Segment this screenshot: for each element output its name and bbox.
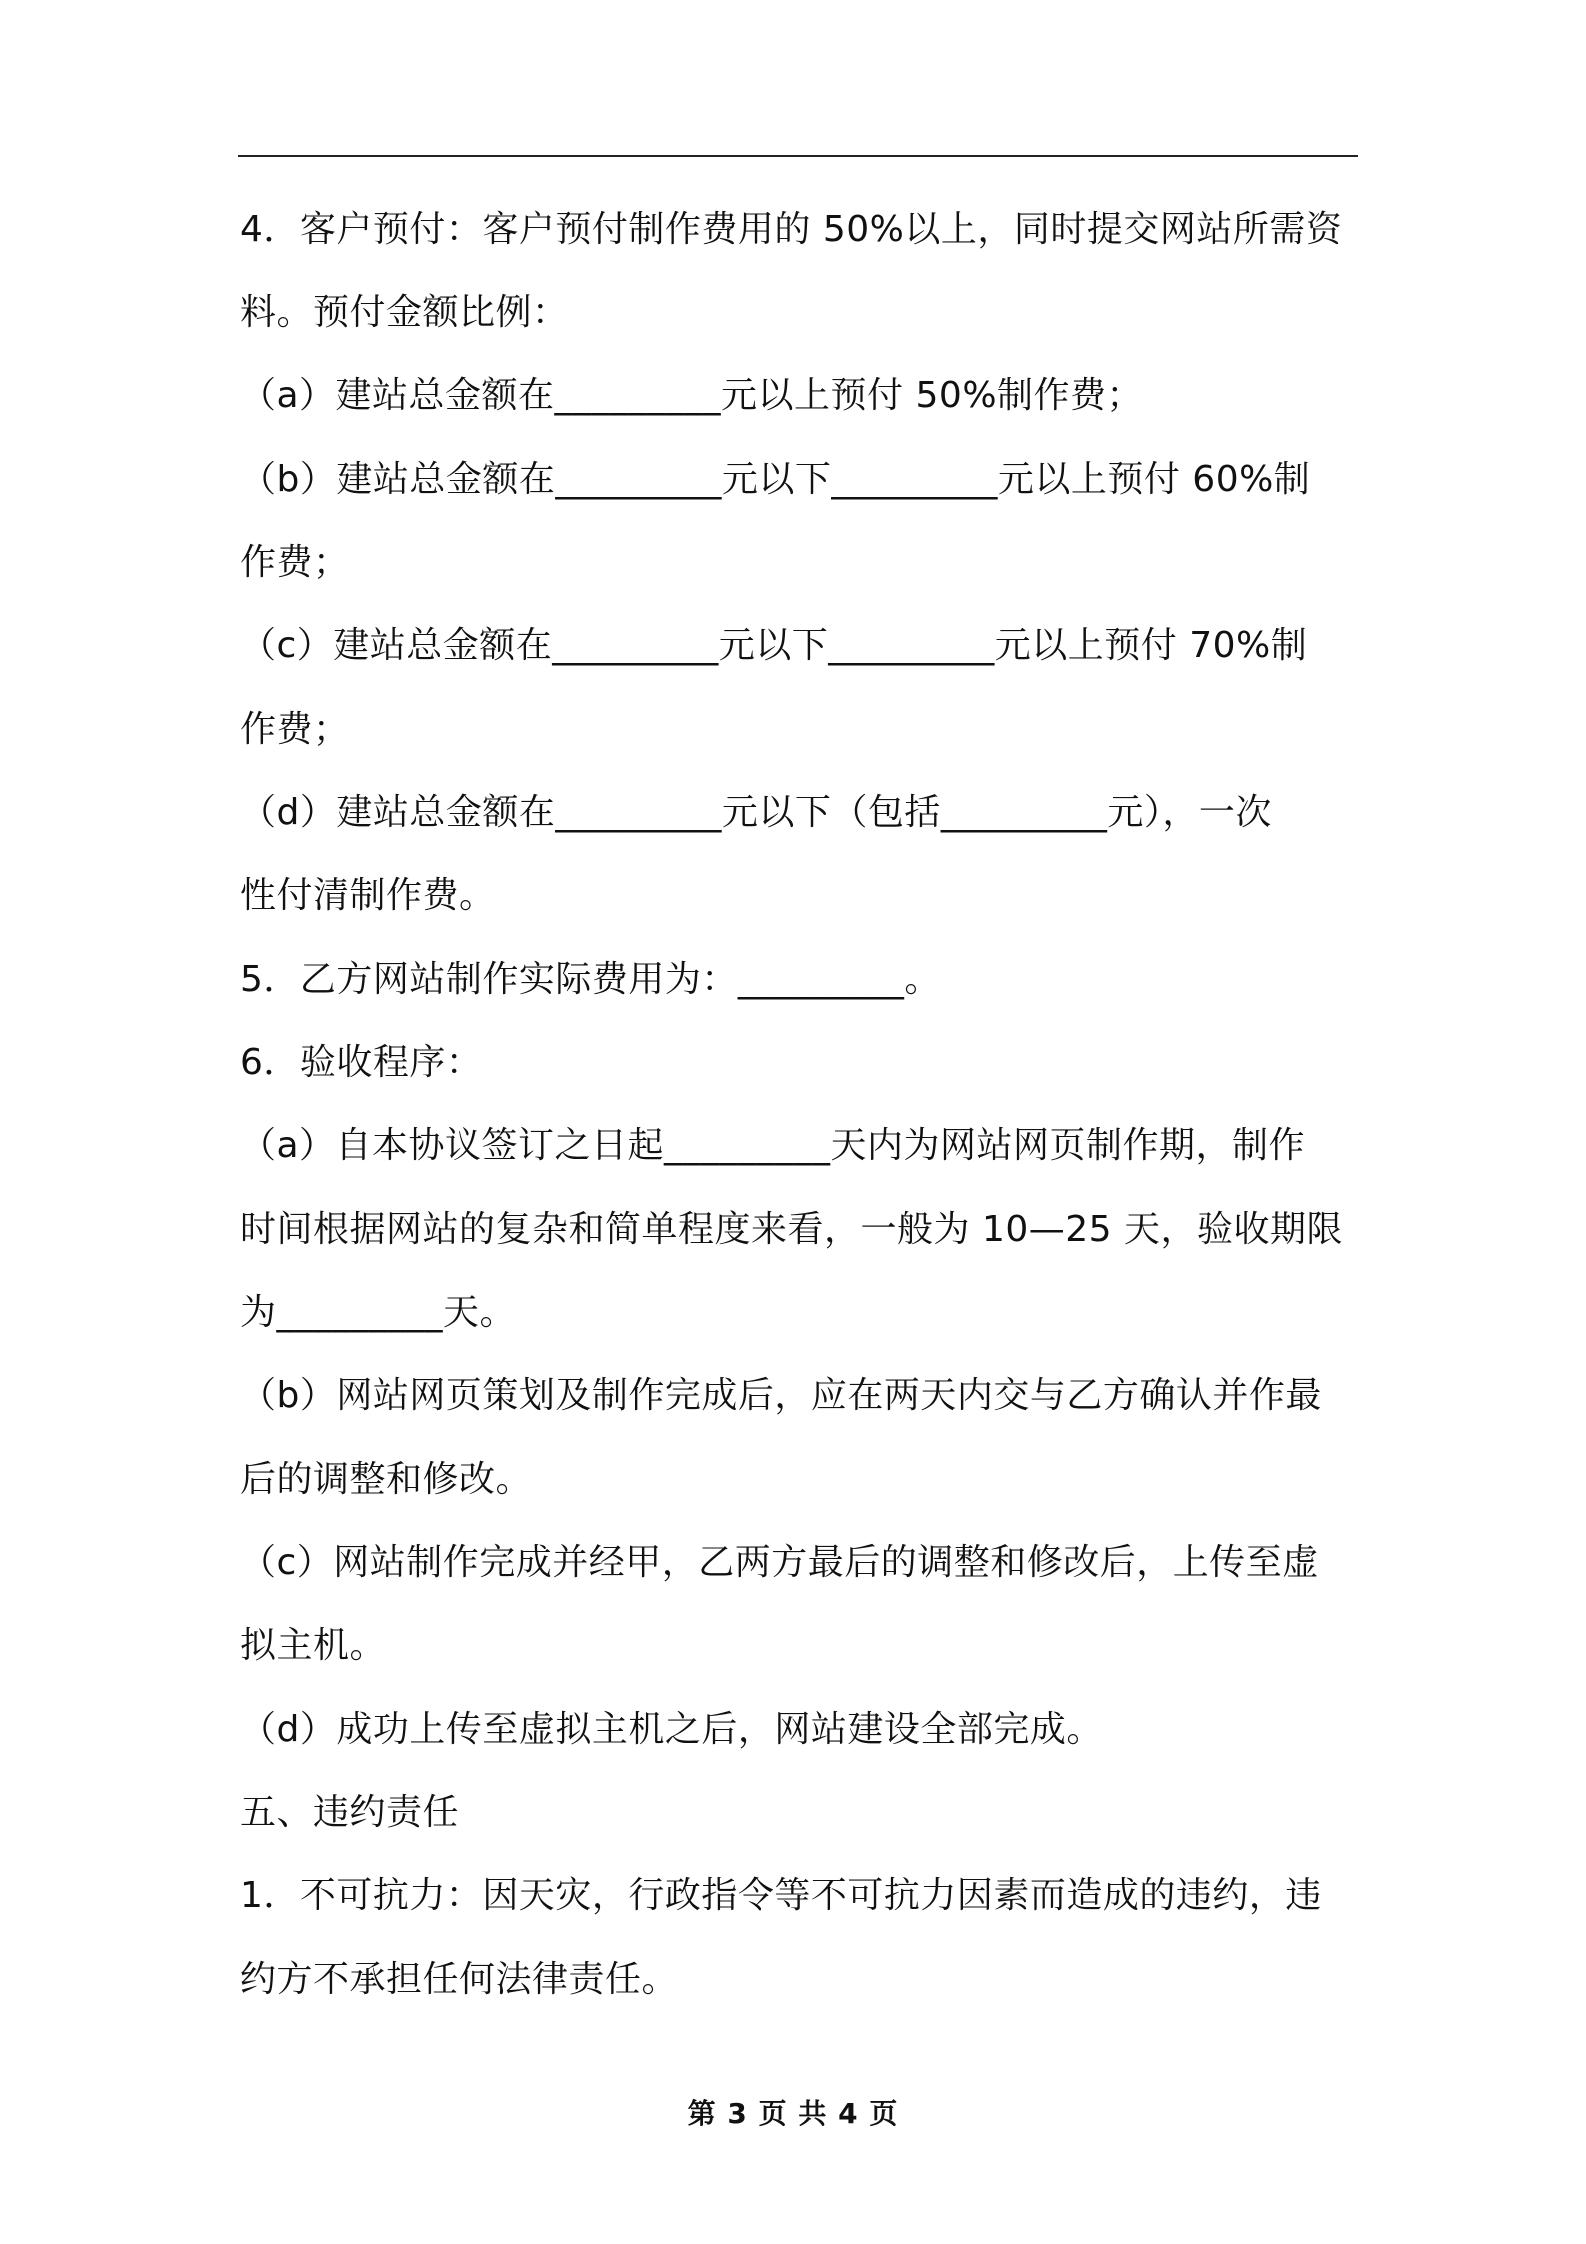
paragraph-line: （b）建站总金额在_________元以下_________元以上预付 60%制 [240,459,1311,500]
paragraph-line: 拟主机。 [240,1625,387,1666]
paragraph-line: 5．乙方网站制作实际费用为：_________。 [240,959,941,1000]
paragraph-line: （b）网站网页策划及制作完成后，应在两天内交与乙方确认并作最 [240,1375,1322,1416]
paragraph-line: 作费； [240,542,350,583]
paragraph-line: 时间根据网站的复杂和简单程度来看，一般为 10—25 天，验收期限 [240,1209,1344,1250]
paragraph-line: 4．客户预付：客户预付制作费用的 50%以上，同时提交网站所需资 [240,209,1343,250]
paragraph-line: （a）建站总金额在_________元以上预付 50%制作费； [240,375,1144,416]
paragraph-line: 作费； [240,709,350,750]
paragraph-line: 料。预付金额比例： [240,292,569,333]
page-footer: 第 3 页 共 4 页 [687,2097,899,2130]
paragraph-line: （d）建站总金额在_________元以下（包括_________元），一次 [240,792,1272,833]
paragraph-line: 为_________天。 [240,1292,517,1333]
paragraph-line: 后的调整和修改。 [240,1459,533,1500]
paragraph-line: 6．验收程序： [240,1042,483,1083]
paragraph-line: 约方不承担任何法律责任。 [240,1959,679,2000]
paragraph-line: （a）自本协议签订之日起_________天内为网站网页制作期，制作 [240,1125,1306,1166]
paragraph-line: 1．不可抗力：因天灾，行政指令等不可抗力因素而造成的违约，违 [240,1875,1322,1916]
paragraph-line: 性付清制作费。 [240,875,496,916]
section-heading: 五、违约责任 [240,1792,460,1833]
paragraph-line: （d）成功上传至虚拟主机之后，网站建设全部完成。 [240,1709,1103,1750]
paragraph-line: （c）网站制作完成并经甲，乙两方最后的调整和修改后，上传至虚 [240,1542,1319,1583]
header-rule [238,155,1358,157]
paragraph-line: （c）建站总金额在_________元以下_________元以上预付 70%制 [240,625,1308,666]
